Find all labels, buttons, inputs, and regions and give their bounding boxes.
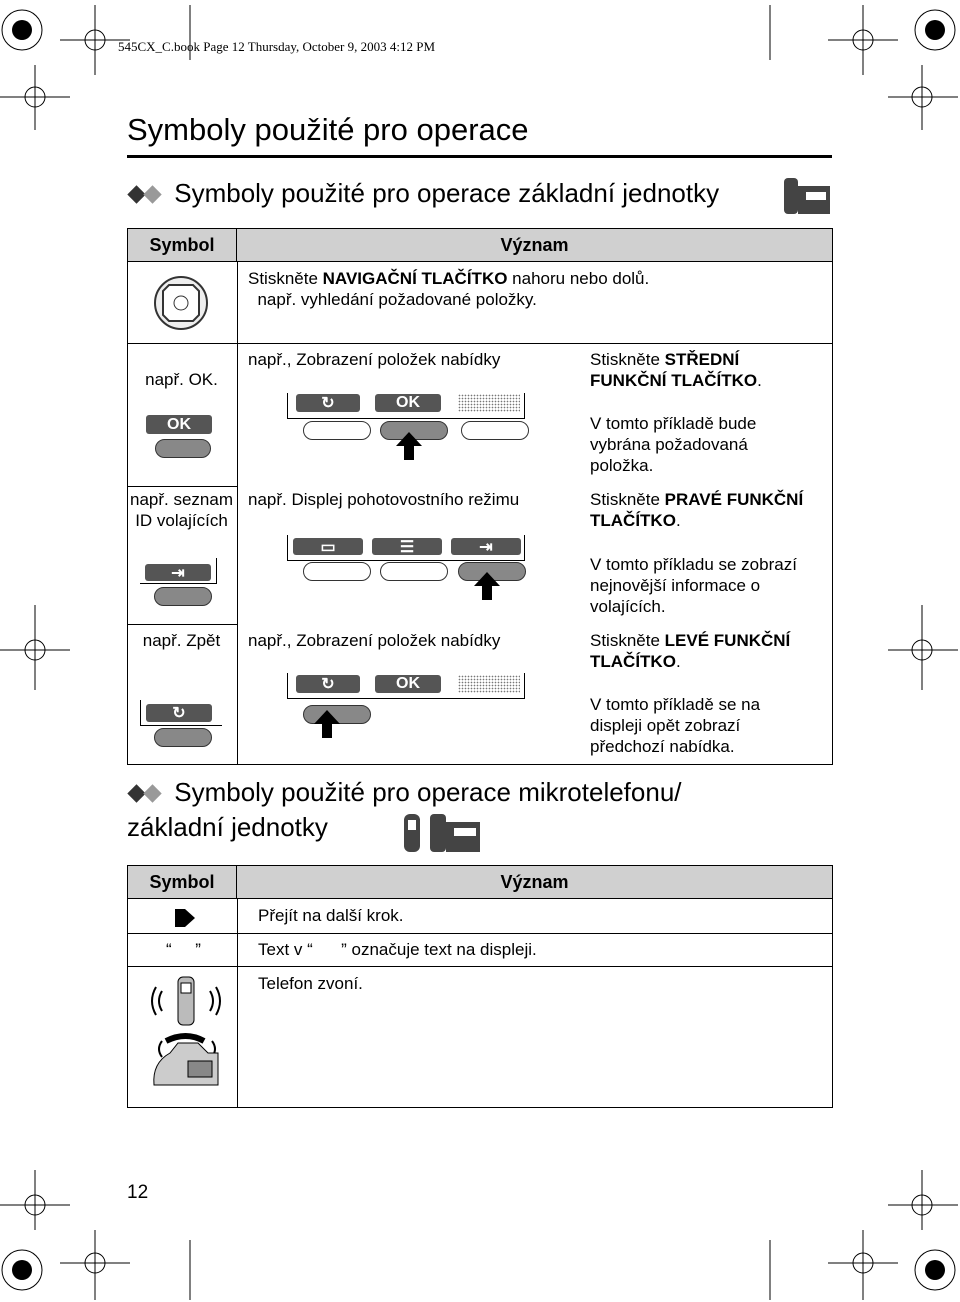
display-left-key: ↻	[296, 394, 360, 412]
crop-mark-icon	[888, 1170, 958, 1230]
right-soft-key-icon	[154, 587, 212, 606]
crop-mark-icon	[888, 605, 958, 690]
section2-title-line1: Symboly použité pro operace mikrotelefonu/	[174, 777, 682, 807]
note-row2: V tomto příkladu se zobrazí nejnovější informace o volajících.	[590, 555, 797, 616]
action-row1: Stiskněte STŘEDNÍ FUNKČNÍ TLAČÍTKO.	[590, 350, 762, 390]
up-arrow-icon	[396, 432, 422, 460]
up-arrow-icon	[314, 710, 340, 738]
crop-mark-icon	[888, 65, 958, 130]
crop-mark-icon	[0, 65, 70, 130]
back-key-icon: ↻	[146, 704, 212, 722]
diamond-bullet-icon	[127, 184, 167, 206]
action-row3: Stiskněte LEVÉ FUNKČNÍ TLAČÍTKO.	[590, 631, 791, 671]
crop-mark-icon	[0, 1170, 70, 1230]
col-header-symbol: Symbol	[128, 229, 237, 262]
section1-title: Symboly použité pro operace základní jednotky	[174, 178, 720, 208]
quote-symbol: “ ”	[166, 940, 201, 959]
table-handset	[127, 865, 833, 1108]
base-unit-icon	[782, 176, 832, 216]
action-row2: Stiskněte PRAVÉ FUNKČNÍ TLAČÍTKO.	[590, 490, 804, 530]
page-title: Symboly použité pro operace	[127, 112, 529, 147]
meaning-ringing: Telefon zvoní.	[258, 974, 363, 993]
display-ok-key: OK	[375, 675, 441, 693]
center-soft-key-icon	[155, 439, 211, 458]
soft-key-center-icon	[380, 562, 448, 581]
example-row1: např., Zobrazení položek nabídky	[248, 350, 501, 369]
ringing-phone-icon	[148, 973, 224, 1095]
display-dotted-area	[458, 394, 520, 412]
col-header-meaning: Význam	[237, 229, 832, 262]
diamond-bullet-icon	[127, 783, 167, 805]
phonebook-key-icon: ▭	[293, 538, 363, 555]
symbol-label-caller-id: např. seznam ID volajících	[130, 490, 233, 530]
meaning-display-text: Text v “ ” označuje text na displeji.	[258, 940, 537, 959]
book-header: 545CX_C.book Page 12 Thursday, October 9, 2003 4:12 PM	[118, 39, 436, 54]
display-ok-key: OK	[375, 394, 441, 412]
crop-mark-icon	[828, 1230, 898, 1300]
left-soft-key-icon	[154, 728, 212, 747]
crop-mark-icon	[828, 5, 898, 75]
note-row1: V tomto příkladě bude vybrána požadovaná položka.	[590, 414, 757, 475]
display-left-key: ↻	[296, 675, 360, 693]
example-row2: např. Displej pohotovostního režimu	[248, 490, 520, 509]
col-header-symbol: Symbol	[128, 866, 237, 899]
up-arrow-icon	[474, 572, 500, 600]
symbol-label-back: např. Zpět	[142, 631, 221, 650]
handset-and-base-icon	[402, 810, 482, 854]
symbol-label-ok: např. OK.	[145, 370, 218, 389]
crop-mark-icon	[0, 605, 70, 690]
soft-key-left-icon	[303, 421, 371, 440]
note-row3: V tomto příkladě se na displeji opět zobrazí předchozí nabídka.	[590, 695, 761, 756]
section2-title-line2: základní jednotky	[127, 812, 328, 842]
caller-list-key-icon: ⇥	[451, 538, 521, 555]
nav-row-text: Stiskněte NAVIGAČNÍ TLAČÍTKO nahoru nebo dolů. např. vyhledání požadované položky.	[248, 269, 650, 309]
display-dotted-area	[458, 675, 520, 693]
navigation-key-icon	[153, 275, 209, 331]
menu-key-icon: ☰	[372, 538, 442, 555]
example-row3: např., Zobrazení položek nabídky	[248, 631, 501, 650]
meaning-next-step: Přejít na další krok.	[258, 906, 404, 925]
ok-key-icon: OK	[146, 415, 212, 434]
next-step-arrow-icon	[175, 905, 195, 931]
col-header-meaning: Význam	[237, 866, 832, 899]
crop-mark-icon	[60, 1230, 130, 1300]
title-rule	[127, 155, 832, 158]
page-number: 12	[127, 1182, 149, 1203]
soft-key-left-icon	[303, 562, 371, 581]
caller-id-key-icon: ⇥	[145, 564, 211, 581]
section1-heading	[127, 178, 719, 209]
soft-key-right-icon	[461, 421, 529, 440]
